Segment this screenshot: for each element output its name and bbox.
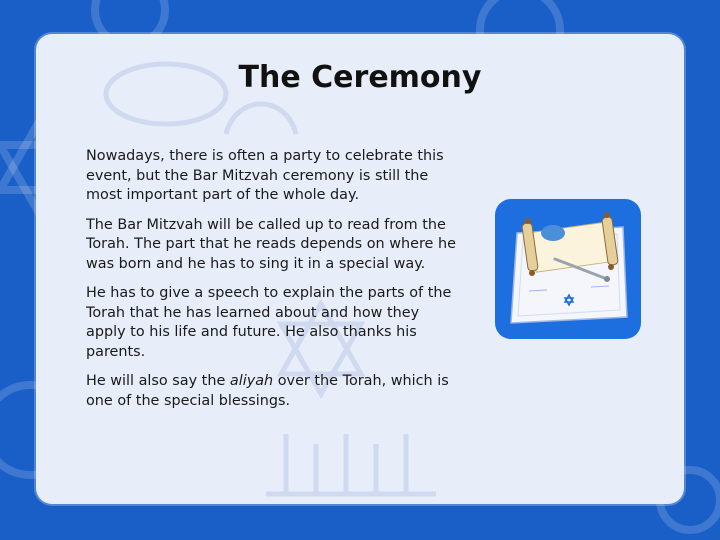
paragraph: He has to give a speech to explain the parts of the Torah that he has learned about and how they apply to his life and future. He also thanks his parents. <box>86 285 452 360</box>
paragraph-text: He will also say the <box>86 373 230 389</box>
aliyah-term: aliyah <box>229 373 274 389</box>
paragraph: The Bar Mitzvah will be called up to read from the Torah. The part that he reads depends on where he was born and he has to sing it in a special way. <box>86 216 456 272</box>
page-title: The Ceremony <box>238 60 482 95</box>
torah-scroll-icon <box>495 199 641 339</box>
content-card <box>36 34 684 504</box>
paragraph-text: over the Torah, which is one of the special blessings. <box>86 373 449 409</box>
body-text <box>86 147 458 421</box>
torah-scroll-image <box>495 199 641 339</box>
paragraph: Nowadays, there is often a party to celebrate this event, but the Bar Mitzvah ceremony is still the most important part of the whole day. <box>86 148 444 203</box>
paragraph <box>86 372 458 411</box>
